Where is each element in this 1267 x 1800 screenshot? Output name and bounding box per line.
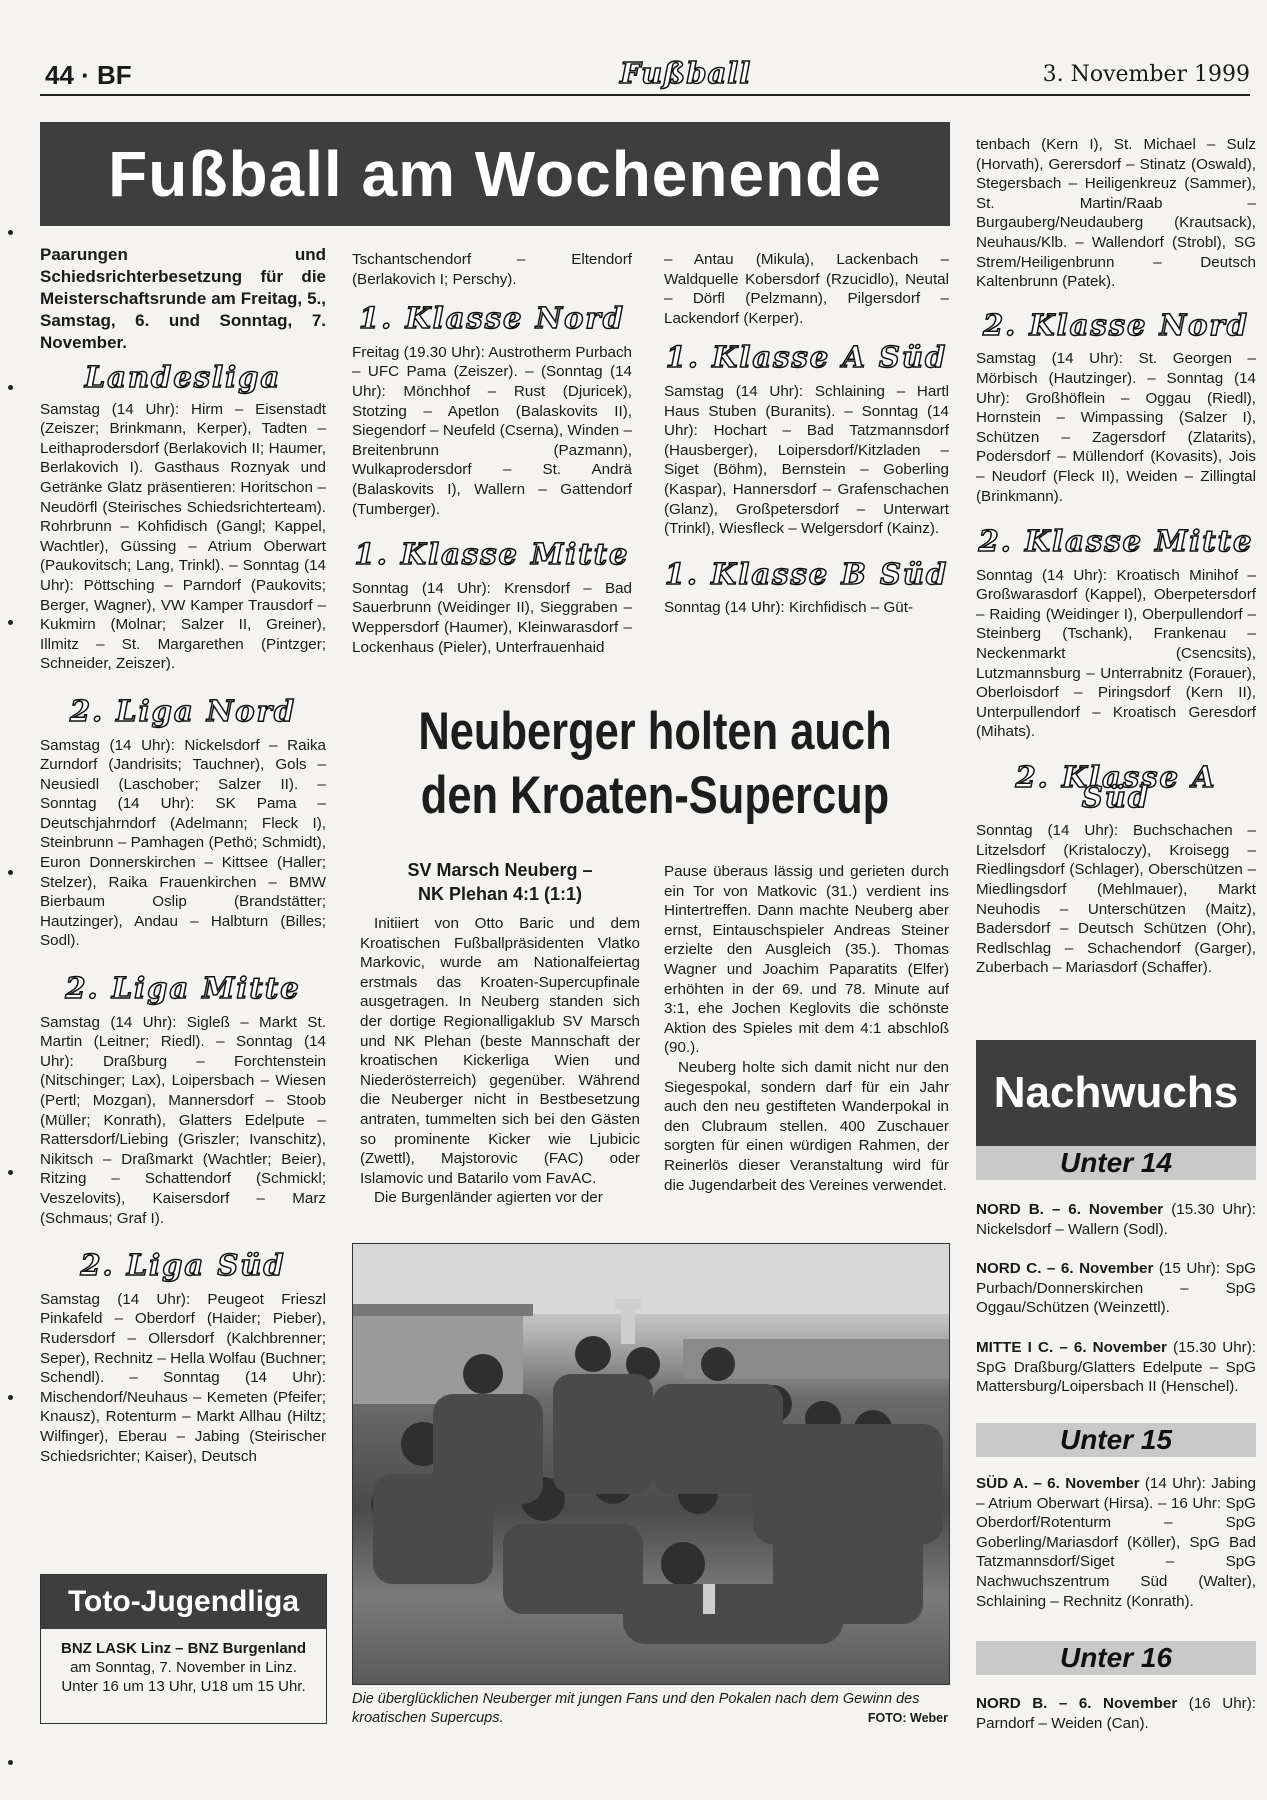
margin-dot (8, 620, 13, 625)
heading-unter-14: Unter 14 (976, 1146, 1256, 1180)
margin-dot (8, 1170, 13, 1175)
column-1 (40, 244, 326, 1466)
margin-dot (8, 1760, 13, 1765)
section-title: Fußball (620, 56, 752, 90)
unter-14-entry: NORD C. – 6. November (15 Uhr): SpG Purbach/Donnerskirchen – SpG Oggau/Schützen (Weinzettl). (976, 1260, 1256, 1317)
column-3 (664, 250, 949, 618)
unter-15-block (976, 1474, 1256, 1611)
unter-14-entry: MITTE I C. – 6. November (15.30 Uhr): SpG Draßburg/Glatters Edelpute – SpG Mattersburg/Loipersbach II (Henschel). (976, 1338, 1256, 1396)
toto-line-1: BNZ LASK Linz – BNZ Burgenland (61, 1640, 306, 1657)
team-photo-illustration (353, 1244, 949, 1684)
2-klasse-a-sued-text: Sonntag (14 Uhr): Buchschachen – Litzelsdorf (Kristaloczy), Kroisegg – Riedlingsdorf (Schlager), Oberschützen – Miedlingsdorf (Mehlmauer), Markt Neuhodis – Unterschützen (Maitz), Badersdorf – Deutsch Schützen (Ohr), Redlschlag – Schachendorf (Garger), Zuberbach – Mariasdorf (Schaffer). (976, 822, 1256, 977)
nachwuchs-banner: Nachwuchs (976, 1040, 1256, 1146)
unter-14-block (976, 1200, 1256, 1397)
heading-landesliga: Landesliga (84, 360, 282, 394)
heading-unter-15: Unter 15 (976, 1423, 1256, 1457)
1-klasse-mitte-text: Sonntag (14 Uhr): Krensdorf – Bad Sauerbrunn (Weidinger II), Sieggraben – Weppersdorf (Haumer), Kleinwarasdorf – Lockenhaus (Pieler), Unterfrauenhaid (352, 579, 632, 656)
2-klasse-nord-text: Samstag (14 Uhr): St. Georgen – Mörbisch (Hautzinger). – Sonntag (14 Uhr): Großhöflein – Oggau (Riedl), Hornstein – Wimpassing (Salzer I), Schützen – Zagersdorf (Zlatarits), Podersdorf – Müllendorf (Kovasits), Jois – Neudorf (Fleck II), Weiden – Zillingtal (Brinkmann). (976, 350, 1256, 505)
article-paragraph-4: Neuberg holte sich damit nicht nur den Siegespokal, sondern darf für ein Jahr auch den neu gestifteten Wanderpokal in den Clubraum stellen. 400 Zuschauer sorgten für einen würdigen Rahmen, der Reinerlös dieser Veranstaltung wird für die Jugendarbeit des Vereines verwendet. (664, 1058, 949, 1194)
heading-1-klasse-b-sued: 1. Klasse B Süd (664, 556, 949, 591)
intro-text: Paarungen und Schiedsrichterbesetzung für die Meisterschaftsrunde am Freitag, 5., Samstag, 6. und Sonntag, 7. November. (40, 245, 326, 352)
2-klasse-mitte-text: Sonntag (14 Uhr): Kroatisch Minihof – Großwarasdorf (Kappel), Oberpetersdorf – Raiding (Weidinger I), Oberpullendorf – Steinberg (Tschank), Frankenau – Neckenmarkt (Csencsits), Lutzmannsburg – Unterrabnitz (Forauer), Oberloisdorf – Piringsdorf (Kern II), Unterpullendorf – Kroatisch Geresdorf (Mihats). (976, 566, 1256, 741)
1-klasse-a-sued-text: Samstag (14 Uhr): Schlaining – Hartl Haus Stuben (Buranits). – Sonntag (14 Uhr): Hochart – Bad Tatzmannsdorf (Hausberger), Loipersdorf/Kitzladen – Siget (Böhm), Bernstein – Goberling (Kaspar), Hannersdorf – Grafenschachen (Glanz), Großpetersdorf – Unterwart (Trinkl), Wiesfleck – Welgersdorf (Kainz). (664, 382, 949, 538)
unter-16-entry: NORD B. – 6. November (16 Uhr): Parndorf – Weiden (Can). (976, 1695, 1256, 1732)
heading-2-klasse-nord: 2. Klasse Nord (983, 307, 1249, 342)
col4-top-text: tenbach (Kern I), St. Michael – Sulz (Horvath), Gerersdorf – Stinatz (Oswald), Stegersbach – Heiligenkreuz (Sammer), St. Martin/Raab – Burgauberg/Neudauberg (Krautsack), Neuhaus/Klb. – Wallendorf (Strobl), SG Strem/Heiligenbrunn – Deutsch Kaltenbrunn (Patek). (976, 136, 1256, 291)
1-klasse-b-sued-text: Sonntag (14 Uhr): Kirchfidisch – Güt- (664, 599, 914, 617)
heading-liga-sued: 2. Liga Süd (80, 1248, 286, 1283)
heading-unter-16: Unter 16 (976, 1641, 1256, 1675)
unter-16-block (976, 1694, 1256, 1733)
photo-caption-box (352, 1690, 948, 1728)
unter-14-entry: NORD B. – 6. November (15.30 Uhr): Nickelsdorf – Wallern (Sodl). (976, 1201, 1256, 1238)
margin-dot (8, 230, 13, 235)
article-paragraph-3: Pause überaus lässig und gerieten durch ein Tor von Matkovic (31.) verdient ins Hintertreffen. Dann machte Neuberg aber ernst, Eintauschspieler Andreas Steiner erzielte den Ausgleich (35.). Thomas Wagner und Joachim Paparatits (Elfer) erhöhten in der 69. und 78. Minute auf 3:1, ehe Jochen Keglovits die schönste Aktion des Spieles mit dem 4:1 abschloß (90.). (664, 863, 949, 1057)
column-2 (352, 250, 632, 657)
article-subhead-1: SV Marsch Neuberg – (407, 860, 593, 880)
toto-line-3: Unter 16 um 13 Uhr, U18 um 15 Uhr. (61, 1678, 306, 1695)
toto-line-2: am Sonntag, 7. November in Linz. (70, 1659, 297, 1676)
banner-title: Fußball am Wochenende (40, 122, 950, 226)
landesliga-text: Samstag (14 Uhr): Hirm – Eisenstadt (Zeiszer; Brinkmann, Kerper), Tadten – Leithaprodersdorf (Berlakovich II; Haumer, Berlakovich I). Gasthaus Roznyak und Getränke Glatz präsentieren: Horitschon – Neudörfl (Steirisches Schiedsrichterteam). Rohrbrunn – Kohfidisch (Gangl; Kappel, Wachtler), Güssing – Atrium Oberwart (Paukovitsch; Lang, Trinkl). – Sonntag (14 Uhr): Pöttsching – Parndorf (Paukovits; Berger, Wagner), VW Kamper Trausdorf – Kukmirn (Molnar; Salzer II, Greiner), Illmitz – St. Margarethen (Pintzger; Schneider, Zeiszer). (40, 400, 326, 673)
col3-top-text: – Antau (Mikula), Lackenbach – Waldquelle Kobersdorf (Rzucidlo), Neutal – Dörfl (Pelzmann), Pilgersdorf – Lackendorf (Kerper). (664, 251, 949, 327)
article-column-1 (360, 858, 640, 1208)
margin-dot (8, 1395, 13, 1400)
toto-jugendliga-box (40, 1574, 327, 1724)
team-photo (352, 1243, 950, 1685)
article-paragraph-2: Die Burgenländer agierten vor der (374, 1189, 603, 1207)
margin-dot (8, 870, 13, 875)
toto-title: Toto-Jugendliga (41, 1575, 326, 1629)
article-subhead-2: NK Plehan 4:1 (1:1) (417, 884, 583, 904)
liga-mitte-text: Samstag (14 Uhr): Sigleß – Markt St. Martin (Leitner; Riedl). – Sonntag (14 Uhr): Draßburg – Forchtenstein (Nitschinger; Lax), Loipersbach – Wiesen (Pertl; Mozgan), Mannersdorf – Stoob (Müller; Konrath), Glatters Edelpute – Rattersdorf/Liebing (Griszler; Ivanschitz), Nikitsch – Draßmarkt (Wachtler; Beier), Ritzing – Schattendorf (Schmickl; Veszelovits), Kaisersdorf – Marz (Schmaus; Graf I). (40, 1013, 326, 1227)
heading-liga-nord: 2. Liga Nord (69, 693, 297, 728)
col2-top-text: Tschantschendorf – Eltendorf (Berlakovich I; Perschy). (352, 251, 632, 288)
heading-2-klasse-mitte: 2. Klasse Mitte (978, 524, 1254, 559)
column-4 (976, 135, 1256, 978)
heading-1-klasse-mitte: 1. Klasse Mitte (354, 537, 630, 572)
page-header (40, 56, 1250, 96)
heading-1-klasse-nord: 1. Klasse Nord (359, 301, 625, 336)
margin-dot (8, 385, 13, 390)
1-klasse-nord-text: Freitag (19.30 Uhr): Austrotherm Purbach – UFC Pama (Zeiszer). – (Sonntag (14 Uhr): Mönchhof – Rust (Djuricek), Stotzing – Apetlon (Balaskovits II), Siegendorf – Neufeld (Cserna), Winden – Breitenbrunn (Pazmann), Wulkaprodersdorf – St. Andrä (Balaskovits I), Wallern – Gattendorf (Tumberger). (352, 343, 632, 518)
issue-date: 3. November 1999 (1042, 62, 1250, 87)
heading-liga-mitte: 2. Liga Mitte (65, 971, 301, 1006)
photo-credit: FOTO: Weber (867, 1711, 948, 1725)
unter-15-entry: SÜD A. – 6. November (14 Uhr): Jabing – Atrium Oberwart (Hirsa). – 16 Uhr: SpG Oberdorf/Rotenturm – SpG Goberling/Mariasdorf (Köller), SpG Bad Tatzmannsdorf/Siget – SpG Nachwuchszentrum Süd (Walter), Schlaining – Rechnitz (Konrath). (976, 1475, 1256, 1610)
liga-sued-text: Samstag (14 Uhr): Peugeot Frieszl Pinkafeld – Oberdorf (Haider; Pieber), Rudersdorf – Ollersdorf (Kalchbrenner; Seper), Rechnitz – Hella Wolfau (Buchner; Schendl). – Sonntag (14 Uhr): Mischendorf/Neuhaus – Kemeten (Pfeifer; Knausz), Rotenturm – Markt Allhau (Hiltz; Wilfinger), Eberau – Jabing (Steirischer Schiedsrichter; Kaiser), Deutsch (40, 1290, 326, 1465)
liga-nord-text: Samstag (14 Uhr): Nickelsdorf – Raika Zurndorf (Jandrisits; Tauchner), Gols – Neusiedl (Laschober; Salzer II). – Sonntag (14 Uhr): SK Pama – Deutschjahrndorf (Adelmann; Fleck I), Steinbrunn – Pamhagen (Pethö; Schmidt), Euron Donnerskirchen – Kittsee (Haller; Stelzer), Raika Frauenkirchen – BMW Bierbaum Oslip (Brandstätter; Hautzinger), Andau – Halbturn (Billes; Sodl). (40, 736, 326, 950)
heading-2-klasse-a-sued: 2. Klasse A Süd (1015, 760, 1217, 814)
article-paragraph-1: Initiiert von Otto Baric und dem Kroatischen Fußballpräsidenten Vlatko Markovic, wurde am Nationalfeiertag erstmals das Kroaten-Supercupfinale ausgetragen. In Neuberg standen sich der dortige Regionalligaklub SV Marsch und NK Plehan (beste Mannschaft der kroatischen Kickerliga Wien und Niederösterreich) gegenüber. Während die Neuberger nicht in Bestbesetzung antraten, tummelten sich bei den Gästen so prominente Kicker wie Ljubicic (Zwettl), Majstorovic (FAC) oder Islamovic und Batarilo vom FavAC. (360, 915, 640, 1187)
article-headline: Neuberger holten auch den Kroaten-Supercup (418, 702, 892, 825)
photo-caption: Die überglücklichen Neuberger mit jungen Fans und den Pokalen nach dem Gewinn des kroatischen Supercups. (352, 1691, 920, 1726)
article-column-2 (664, 862, 949, 1195)
heading-1-klasse-a-sued: 1. Klasse A Süd (665, 340, 948, 375)
page-label: 44 · BF (45, 60, 132, 90)
